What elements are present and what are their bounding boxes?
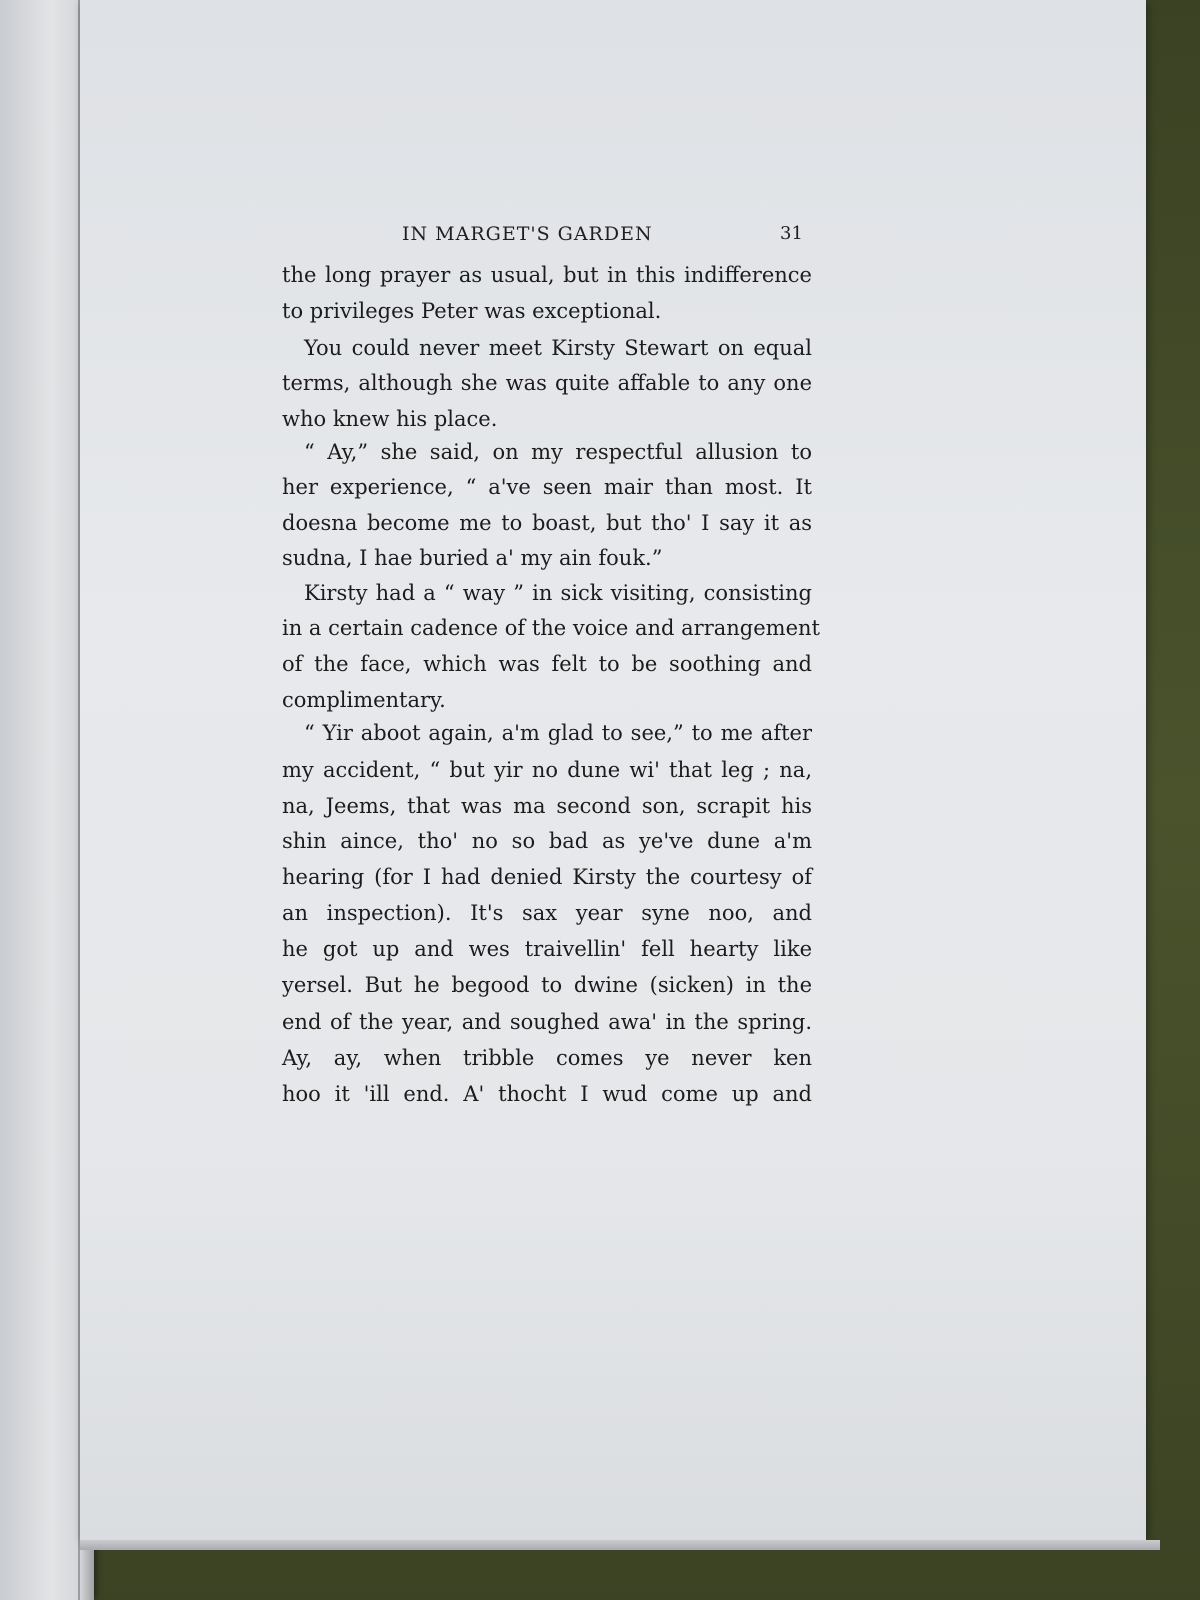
text-line: shin aince, tho' no so bad as ye've dune a'm	[282, 829, 812, 853]
text-line: to privileges Peter was exceptional.	[282, 299, 662, 323]
text-line: na, Jeems, that was ma second son, scrapit his	[282, 794, 812, 818]
text-line: “ Ay,” she said, on my respectful allusion to	[304, 440, 812, 464]
text-line: my accident, “ but yir no dune wi' that leg ; na,	[282, 758, 812, 782]
text-line: he got up and wes traivellin' fell hearty like	[282, 937, 812, 961]
text-line: complimentary.	[282, 688, 446, 712]
text-line: hearing (for I had denied Kirsty the courtesy of	[282, 865, 812, 889]
page-number: 31	[780, 223, 803, 244]
text-line: hoo it 'ill end. A' thocht I wud come up and	[282, 1082, 812, 1106]
text-line: end of the year, and soughed awa' in the spring.	[282, 1010, 812, 1034]
text-line: sudna, I hae buried a' my ain fouk.”	[282, 546, 663, 570]
text-line: You could never meet Kirsty Stewart on equal	[304, 336, 812, 360]
text-line: an inspection). It's sax year syne noo, and	[282, 901, 812, 925]
text-line: her experience, “ a've seen mair than most. It	[282, 475, 812, 499]
page-stack-edge	[80, 1540, 1160, 1550]
text-line: who knew his place.	[282, 407, 498, 431]
text-line: Ay, ay, when tribble comes ye never ken	[282, 1046, 812, 1070]
text-line: the long prayer as usual, but in this indifference	[282, 263, 812, 287]
text-line: of the face, which was felt to be soothing and	[282, 652, 812, 676]
text-line: in a certain cadence of the voice and arrangement	[282, 616, 820, 640]
text-line: Kirsty had a “ way ” in sick visiting, consisting	[304, 581, 812, 605]
text-line: yersel. But he begood to dwine (sicken) in the	[282, 973, 812, 997]
text-line: terms, although she was quite affable to any one	[282, 371, 812, 395]
text-line: “ Yir aboot again, a'm glad to see,” to me after	[304, 721, 812, 745]
text-line: doesna become me to boast, but tho' I say it as	[282, 511, 812, 535]
running-title: IN MARGET'S GARDEN	[402, 223, 653, 245]
